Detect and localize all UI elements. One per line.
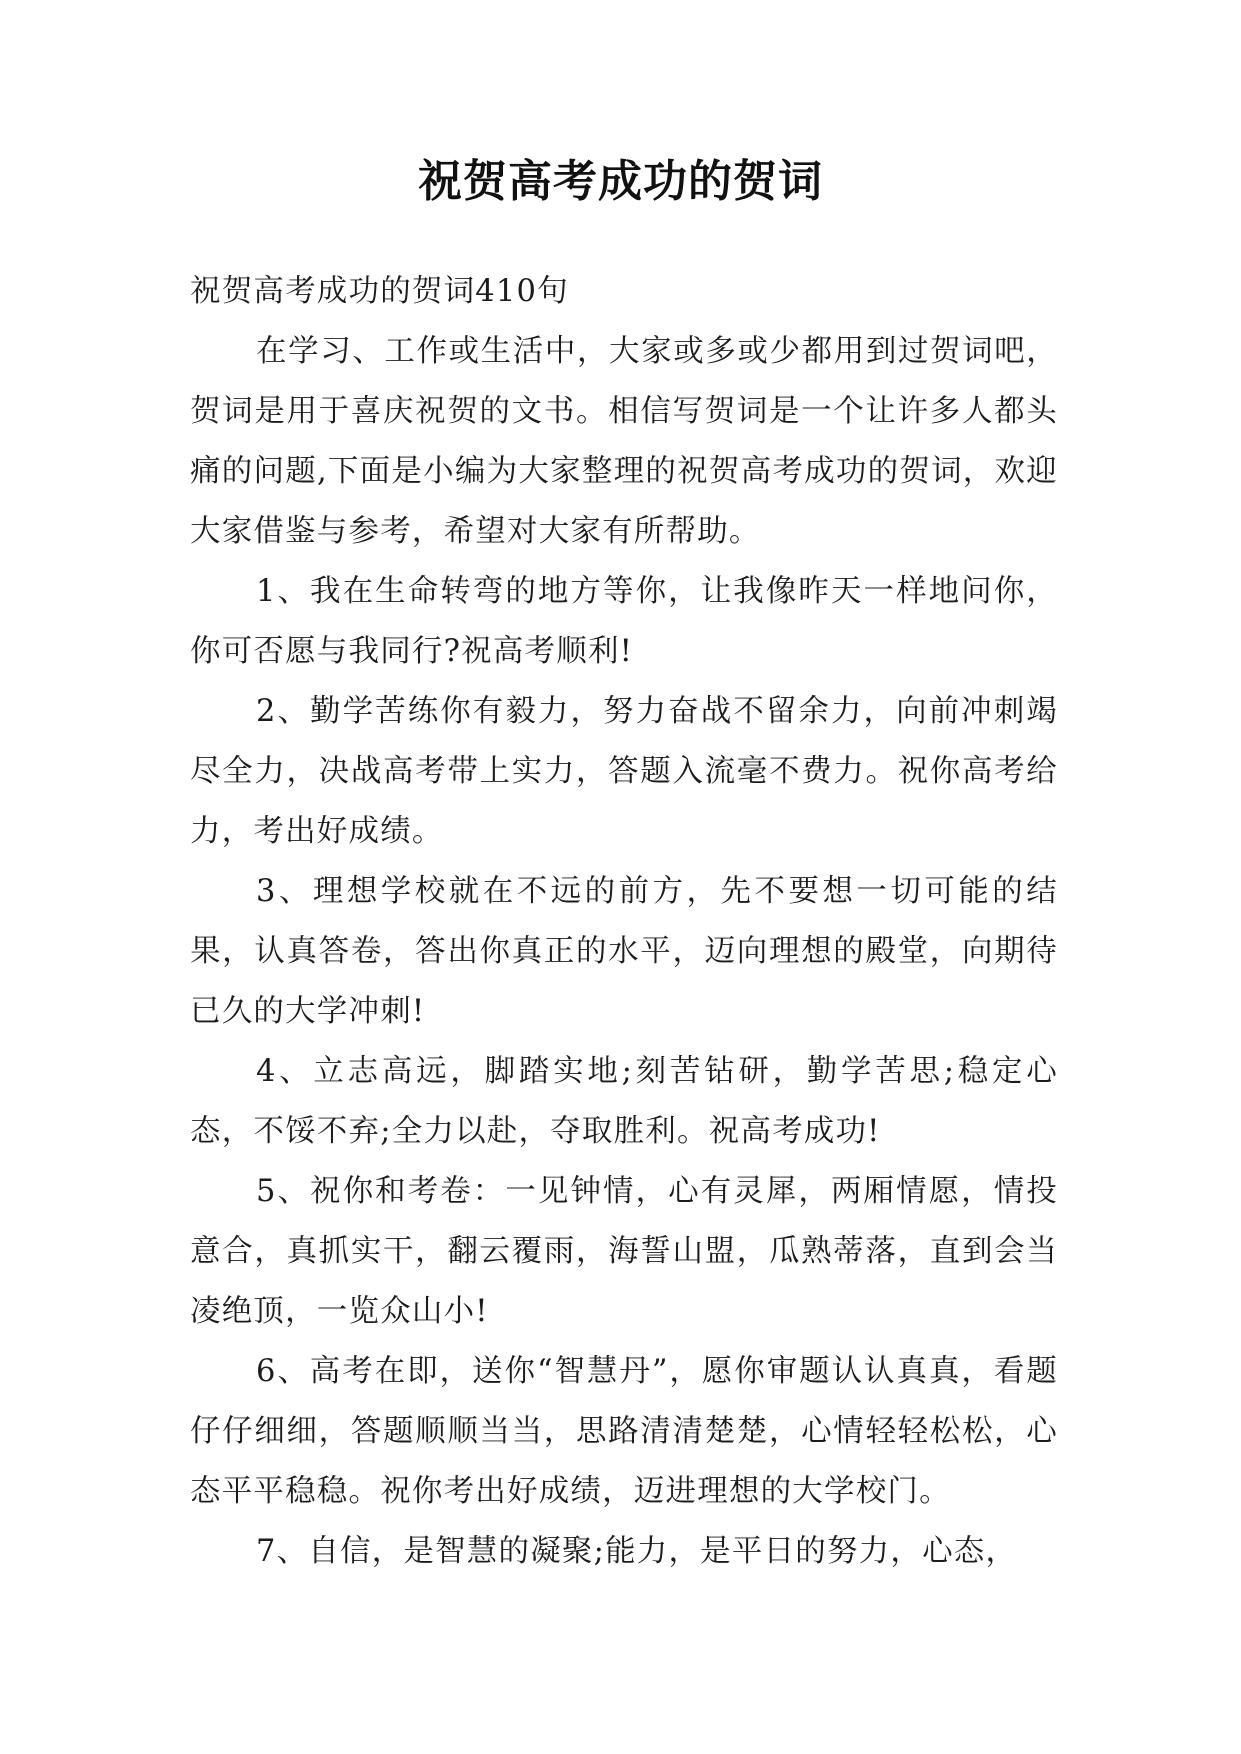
intro-paragraph: 在学习、工作或生活中，大家或多或少都用到过贺词吧，贺词是用于喜庆祝贺的文书。相信写贺词是一个让许多人都头痛的问题,下面是小编为大家整理的祝贺高考成功的贺词，欢迎大家借鉴与参考，希望对大家有所帮助。 — [190, 334, 1058, 549]
greeting-item-3: 3、理想学校就在不远的前方，先不要想一切可能的结果，认真答卷，答出你真正的水平，迈向理想的殿堂，向期待已久的大学冲刺! — [190, 874, 1058, 1029]
greeting-item-7: 7、自信，是智慧的凝聚;能力，是平日的努力，心态， — [256, 1534, 1018, 1569]
document-body — [190, 262, 1058, 1582]
greeting-item-1: 1、我在生命转弯的地方等你，让我像昨天一样地问你，你可否愿与我同行?祝高考顺利! — [190, 574, 1058, 669]
greeting-item-6: 6、高考在即，送你“智慧丹”，愿你审题认认真真，看题仔仔细细，答题顺顺当当，思路清清楚楚，心情轻轻松松，心态平平稳稳。祝你考出好成绩，迈进理想的大学校门。 — [190, 1354, 1058, 1509]
document-title: 祝贺高考成功的贺词 — [418, 156, 823, 207]
greeting-item-4: 4、立志高远，脚踏实地;刻苦钻研，勤学苦思;稳定心态，不馁不弃;全力以赴，夺取胜利。祝高考成功! — [190, 1054, 1058, 1149]
greeting-item-5: 5、祝你和考卷：一见钟情，心有灵犀，两厢情愿，情投意合，真抓实干，翻云覆雨，海誓山盟，瓜熟蒂落，直到会当凌绝顶，一览众山小! — [190, 1174, 1058, 1329]
document-subtitle: 祝贺高考成功的贺词410句 — [190, 274, 569, 309]
greeting-item-2: 2、勤学苦练你有毅力，努力奋战不留余力，向前冲刺竭尽全力，决战高考带上实力，答题入流毫不费力。祝你高考给力，考出好成绩。 — [190, 694, 1058, 849]
